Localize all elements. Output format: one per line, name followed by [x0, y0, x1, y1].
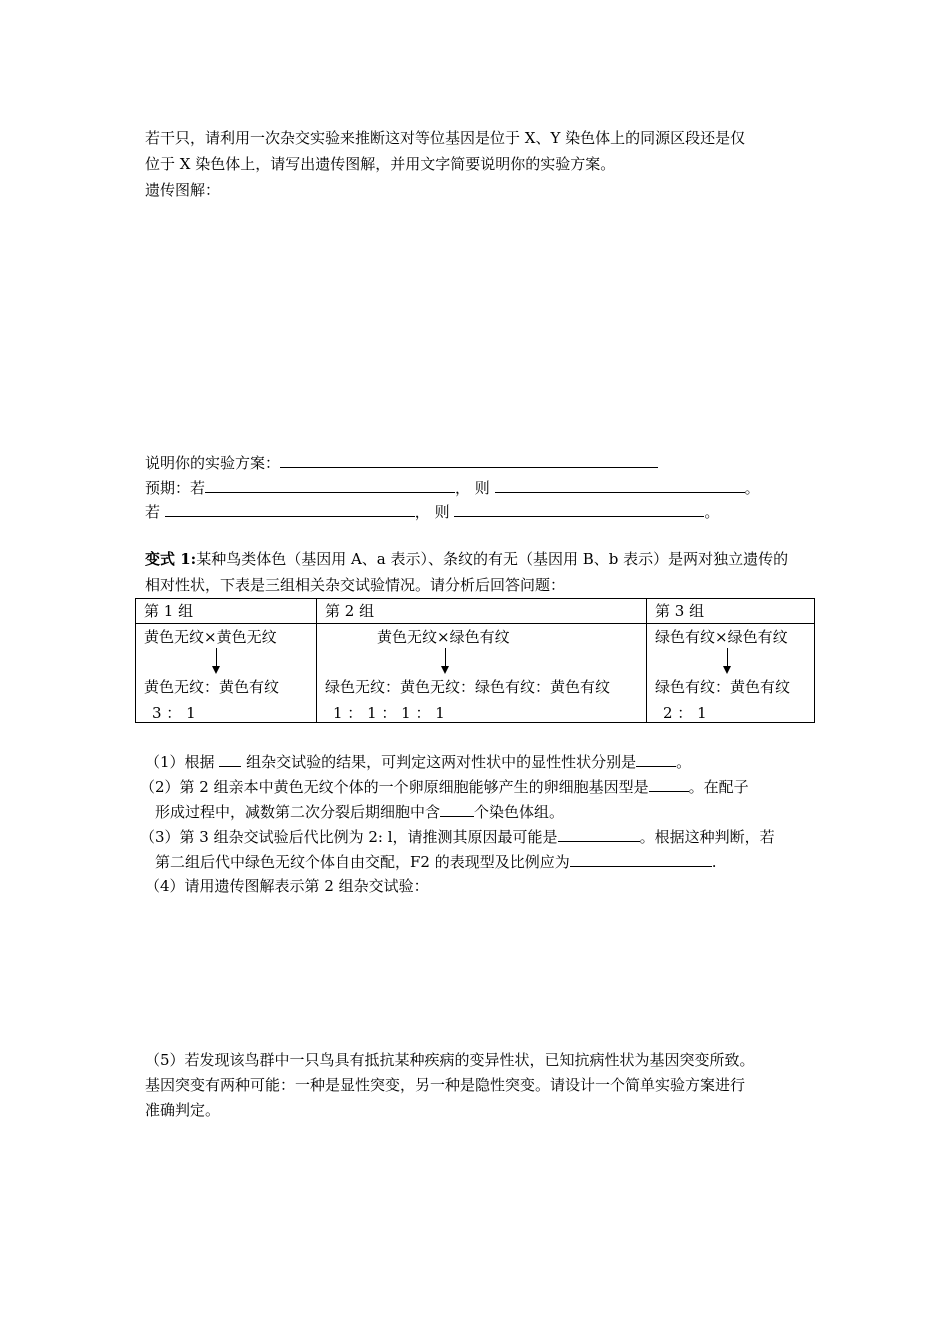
intro-line-1: 若干只，请利用一次杂交实验来推断这对等位基因是位于 X、Y 染色体上的同源区段还是仅 [145, 129, 746, 147]
q1-text-c: 。 [676, 753, 692, 771]
down-arrow-icon [727, 648, 728, 672]
expect-if-2: 若 [145, 503, 161, 521]
expect-then-2: ， 则 [414, 503, 450, 521]
question-3-cont [155, 850, 717, 873]
expect-if-blank-1[interactable] [205, 476, 455, 493]
q3-text-b: 。根据这种判断，若 [639, 828, 775, 846]
group-1-header: 第 1 组 [136, 599, 317, 624]
intro-line-2: 位于 X 染色体上，请写出遗传图解，并用文字简要说明你的实验方案。 [145, 155, 616, 173]
q2-text-b: 。在配子 [688, 778, 749, 796]
group-3-cell [647, 624, 815, 723]
question-5-line-1: （5）若发现该鸟群中一只鸟具有抵抗某种疾病的变异性状，已知抗病性状为基因突变所致。 [145, 1051, 755, 1069]
q2-text-a: （2）第 2 组亲本中黄色无纹个体的一个卵原细胞能够产生的卵细胞基因型是 [140, 778, 649, 796]
expect-then-blank-2[interactable] [454, 500, 704, 517]
group-3-offspring: 绿色有纹：黄色有纹 [655, 678, 791, 696]
group-2-offspring: 绿色无纹：黄色无纹：绿色有纹：黄色有纹 [325, 678, 611, 696]
group-3-ratio: 2 ： 1 [663, 704, 707, 722]
variant-text-2: 相对性状，下表是三组相关杂交试验情况。请分析后回答问题： [145, 576, 566, 594]
q3-text-d: . [711, 853, 717, 871]
q2-text-d: 个染色体组。 [474, 803, 565, 821]
genetic-diagram-label: 遗传图解： [145, 181, 221, 199]
group-1-offspring: 黄色无纹：黄色有纹 [144, 678, 280, 696]
expect-line [145, 476, 760, 499]
q3-blank-reason[interactable] [558, 825, 640, 842]
plan-blank[interactable] [280, 451, 658, 468]
expect-then-blank-1[interactable] [495, 476, 745, 493]
question-5-line-3: 准确判定。 [145, 1101, 221, 1119]
q1-text-a: （1）根据 [145, 753, 215, 771]
question-4: （4）请用遗传图解表示第 2 组杂交试验： [145, 877, 429, 895]
q2-blank-genotype[interactable] [649, 775, 689, 792]
question-1 [145, 750, 691, 773]
group-1-ratio: 3 ： 1 [152, 704, 196, 722]
cross-table [135, 598, 815, 723]
question-5-line-2: 基因突变有两种可能：一种是显性突变，另一种是隐性突变。请设计一个简单实验方案进行 [145, 1076, 746, 1094]
plan-line [145, 451, 658, 474]
question-2 [140, 775, 749, 798]
group-3-header: 第 3 组 [647, 599, 815, 624]
expect-end-2: 。 [704, 503, 720, 521]
question-3 [140, 825, 775, 848]
group-2-parents: 黄色无纹×绿色有纹 [377, 628, 510, 646]
expect-if-blank-2[interactable] [165, 500, 415, 517]
variant-text-1: 某种鸟类体色（基因用 A、a 表示）、条纹的有无（基因用 B、b 表示）是两对独立遗传的 [196, 550, 789, 568]
q2-blank-sets[interactable] [440, 800, 474, 817]
plan-label: 说明你的实验方案： [145, 454, 281, 472]
q1-blank-group[interactable] [219, 750, 241, 767]
q1-text-b: 组杂交试验的结果，可判定这两对性状中的显性性状分别是 [246, 753, 637, 771]
down-arrow-icon [445, 648, 446, 672]
expect-then-1: ， 则 [455, 479, 490, 497]
group-3-parents: 绿色有纹×绿色有纹 [655, 628, 788, 646]
expect-end-1: 。 [744, 479, 760, 497]
q2-text-c: 形成过程中，减数第二次分裂后期细胞中含 [155, 803, 441, 821]
group-2-cell [317, 624, 647, 723]
variant-title: 变式 1: [145, 550, 197, 568]
group-1-parents: 黄色无纹×黄色无纹 [144, 628, 277, 646]
variant-line-1 [145, 548, 788, 570]
q1-blank-traits[interactable] [636, 750, 676, 767]
group-2-ratio: 1 ： 1 ： 1 ： 1 [333, 704, 445, 722]
down-arrow-icon [216, 648, 217, 672]
question-2-cont [155, 800, 564, 823]
q3-blank-f2[interactable] [570, 850, 712, 867]
expect-line-2 [145, 500, 719, 523]
q3-text-a: （3）第 3 组杂交试验后代比例为 2: l，请推测其原因最可能是 [140, 828, 558, 846]
group-1-cell [136, 624, 317, 723]
group-2-header: 第 2 组 [317, 599, 647, 624]
q3-text-c: 第二组后代中绿色无纹个体自由交配，F2 的表现型及比例应为 [155, 853, 570, 871]
expect-label: 预期：若 [145, 479, 206, 497]
